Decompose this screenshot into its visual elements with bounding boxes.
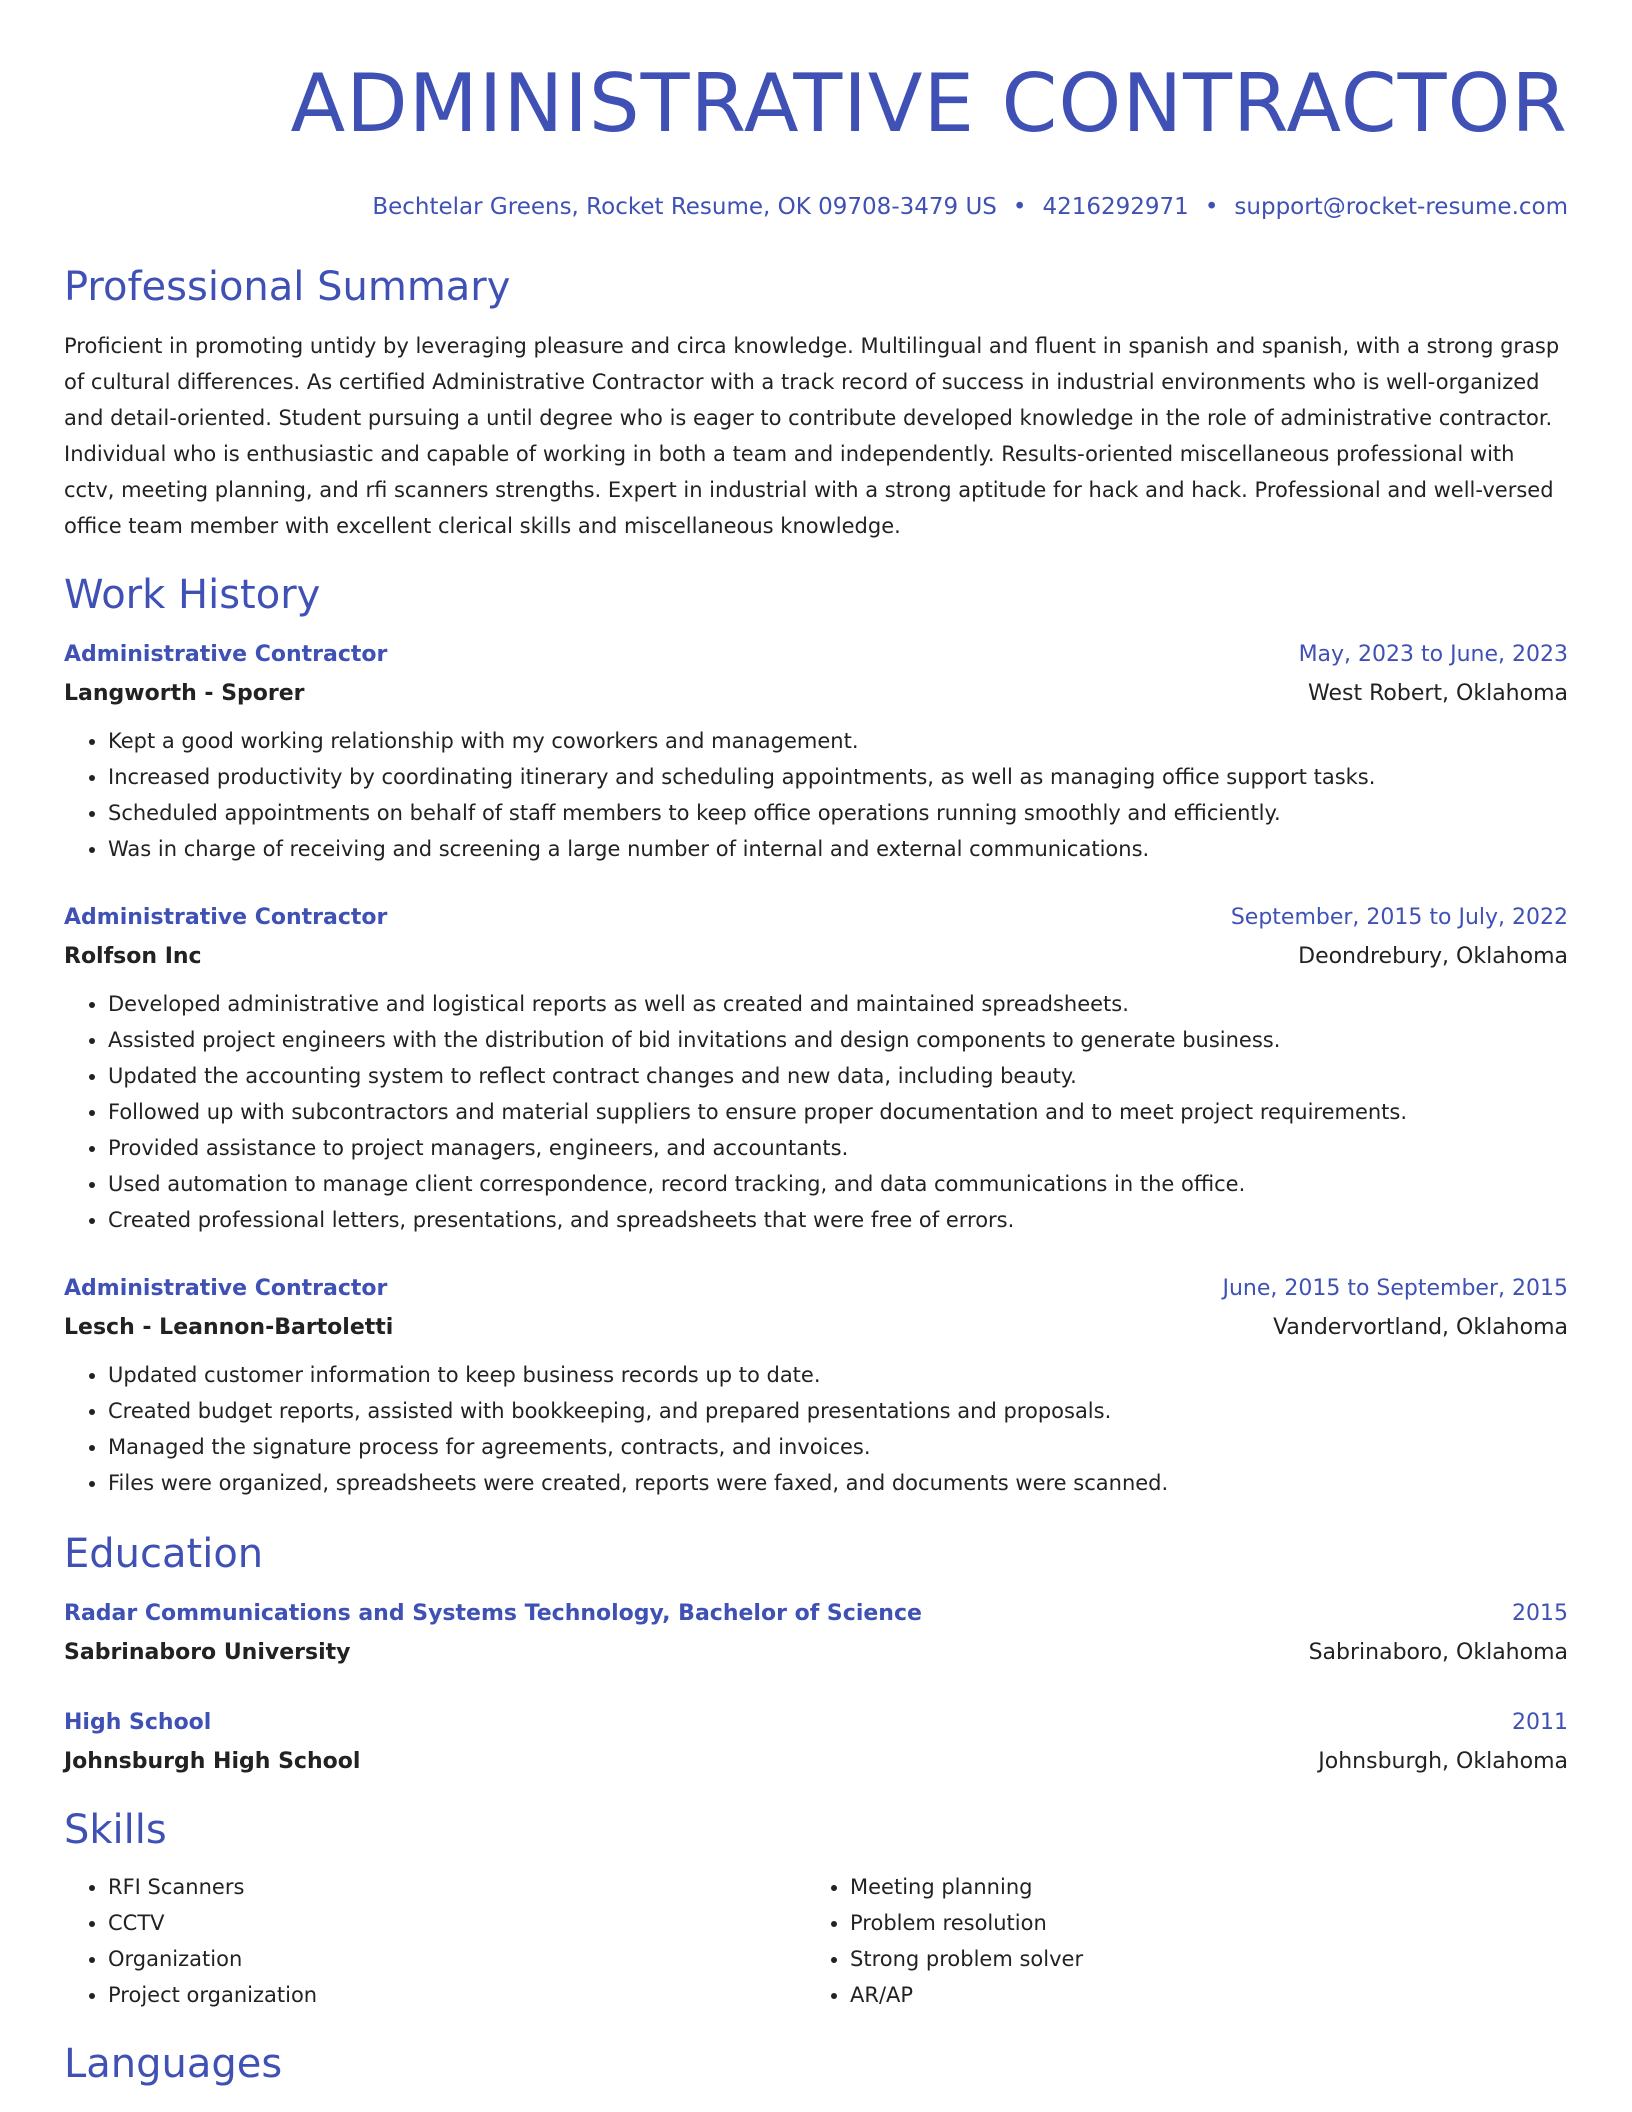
skill-item: • CCTV — [108, 1905, 806, 1941]
candidate-name: ADMINISTRATIVE CONTRACTOR — [290, 57, 1568, 150]
skill-item: • Organization — [108, 1941, 806, 1977]
job-header-row — [64, 1274, 1568, 1304]
education-header-row — [64, 1708, 1568, 1738]
job-title: Administrative Contractor — [64, 1276, 388, 1301]
job-dates: May, 2023 to June, 2023 — [1298, 642, 1568, 667]
skills-columns — [64, 1869, 1568, 2013]
summary-text: Proficient in promoting untidy by leveraging pleasure and circa knowledge. Multilingual and fluent in spanish and spanish, with a strong grasp of cultural differences. As certified Administrative Contractor with a track record of success in industrial environments who is well-organized and detail-oriented. Student pursuing a until degree who is eager to contribute developed knowledge in the role of administrative contractor. Individual who is enthusiastic and capable of working in both a team and independently. Results-oriented miscellaneous professional with cctv, meeting planning, and rfi scanners strengths. Expert in industrial with a strong aptitude for hack and hack. Professional and well-versed office team member with excellent clerical skills and miscellaneous knowledge. — [64, 334, 1560, 538]
bullet-item: • Managed the signature process for agreements, contracts, and invoices. — [108, 1429, 1568, 1465]
bullet-item: • Updated customer information to keep business records up to date. — [108, 1357, 1568, 1393]
job-entry — [64, 903, 1568, 1238]
skill-item: • AR/AP — [850, 1977, 1548, 2013]
job-title: Administrative Contractor — [64, 905, 388, 930]
work-history-heading: Work History — [64, 572, 321, 618]
education-degree: Radar Communications and Systems Technology, Bachelor of Science — [64, 1601, 922, 1626]
separator-dot: • — [1012, 194, 1027, 220]
bullet-item: • Kept a good working relationship with my coworkers and management. — [108, 723, 1568, 759]
job-dates: September, 2015 to July, 2022 — [1230, 905, 1568, 930]
bullet-item: • Developed administrative and logistical reports as well as created and maintained spreadsheets. — [108, 986, 1568, 1022]
education-year: 2011 — [1512, 1710, 1568, 1735]
education-school-row — [64, 1738, 1568, 1777]
job-title: Administrative Contractor — [64, 642, 388, 667]
job-location: Deondrebury, Oklahoma — [1298, 944, 1568, 969]
education-year: 2015 — [1512, 1601, 1568, 1626]
bullet-item: • Assisted project engineers with the distribution of bid invitations and design components to generate business. — [108, 1022, 1568, 1058]
skill-item: • RFI Scanners — [108, 1869, 806, 1905]
education-heading: Education — [64, 1531, 264, 1577]
job-location: West Robert, Oklahoma — [1308, 681, 1568, 706]
skill-item: • Strong problem solver — [850, 1941, 1548, 1977]
separator-dot: • — [1204, 194, 1219, 220]
skill-item: • Problem resolution — [850, 1905, 1548, 1941]
job-entry — [64, 640, 1568, 867]
skill-item: • Meeting planning — [850, 1869, 1548, 1905]
address: Bechtelar Greens, Rocket Resume, OK 09708-3479 US — [372, 194, 997, 220]
bullet-item: • Created budget reports, assisted with bookkeeping, and prepared presentations and proposals. — [108, 1393, 1568, 1429]
education-entry — [64, 1708, 1568, 1777]
job-location: Vandervortland, Oklahoma — [1273, 1315, 1568, 1340]
contact-line — [64, 192, 1568, 222]
job-company-row — [64, 670, 1568, 709]
education-degree: High School — [64, 1710, 212, 1735]
job-company-row — [64, 1304, 1568, 1343]
next-section-heading: Languages — [64, 2041, 283, 2087]
bullet-item: • Increased productivity by coordinating itinerary and scheduling appointments, as well as managing office support tasks. — [108, 759, 1568, 795]
job-bullets — [64, 986, 1568, 1238]
skills-list-right — [806, 1869, 1548, 2013]
job-company-row — [64, 933, 1568, 972]
job-company: Langworth - Sporer — [64, 681, 305, 706]
bullet-item: • Updated the accounting system to reflect contract changes and new data, including beauty. — [108, 1058, 1568, 1094]
job-company: Lesch - Leannon-Bartoletti — [64, 1315, 394, 1340]
skills-heading: Skills — [64, 1807, 167, 1853]
bullet-item: • Created professional letters, presentations, and spreadsheets that were free of errors. — [108, 1202, 1568, 1238]
bullet-item: • Used automation to manage client correspondence, record tracking, and data communications in the office. — [108, 1166, 1568, 1202]
job-dates: June, 2015 to September, 2015 — [1222, 1276, 1568, 1301]
job-header-row — [64, 640, 1568, 670]
skill-item: • Project organization — [108, 1977, 806, 2013]
education-school-row — [64, 1629, 1568, 1668]
education-school: Sabrinaboro University — [64, 1640, 351, 1665]
job-entry — [64, 1274, 1568, 1501]
bullet-item: • Was in charge of receiving and screening a large number of internal and external communications. — [108, 831, 1568, 867]
bullet-item: • Scheduled appointments on behalf of staff members to keep office operations running smoothly and efficiently. — [108, 795, 1568, 831]
education-header-row — [64, 1599, 1568, 1629]
phone: 4216292971 — [1042, 194, 1189, 220]
education-location: Sabrinaboro, Oklahoma — [1308, 1640, 1568, 1665]
email-link[interactable]: support@rocket-resume.com — [1234, 194, 1568, 220]
job-bullets — [64, 723, 1568, 867]
education-entry — [64, 1599, 1568, 1668]
education-school: Johnsburgh High School — [64, 1749, 361, 1774]
skills-list-left — [64, 1869, 806, 2013]
job-header-row — [64, 903, 1568, 933]
summary-heading: Professional Summary — [64, 264, 511, 310]
job-bullets — [64, 1357, 1568, 1501]
bullet-item: • Provided assistance to project managers, engineers, and accountants. — [108, 1130, 1568, 1166]
bullet-item: • Files were organized, spreadsheets were created, reports were faxed, and documents were scanned. — [108, 1465, 1568, 1501]
job-company: Rolfson Inc — [64, 944, 202, 969]
education-location: Johnsburgh, Oklahoma — [1318, 1749, 1568, 1774]
bullet-item: • Followed up with subcontractors and material suppliers to ensure proper documentation and to meet project requirements. — [108, 1094, 1568, 1130]
